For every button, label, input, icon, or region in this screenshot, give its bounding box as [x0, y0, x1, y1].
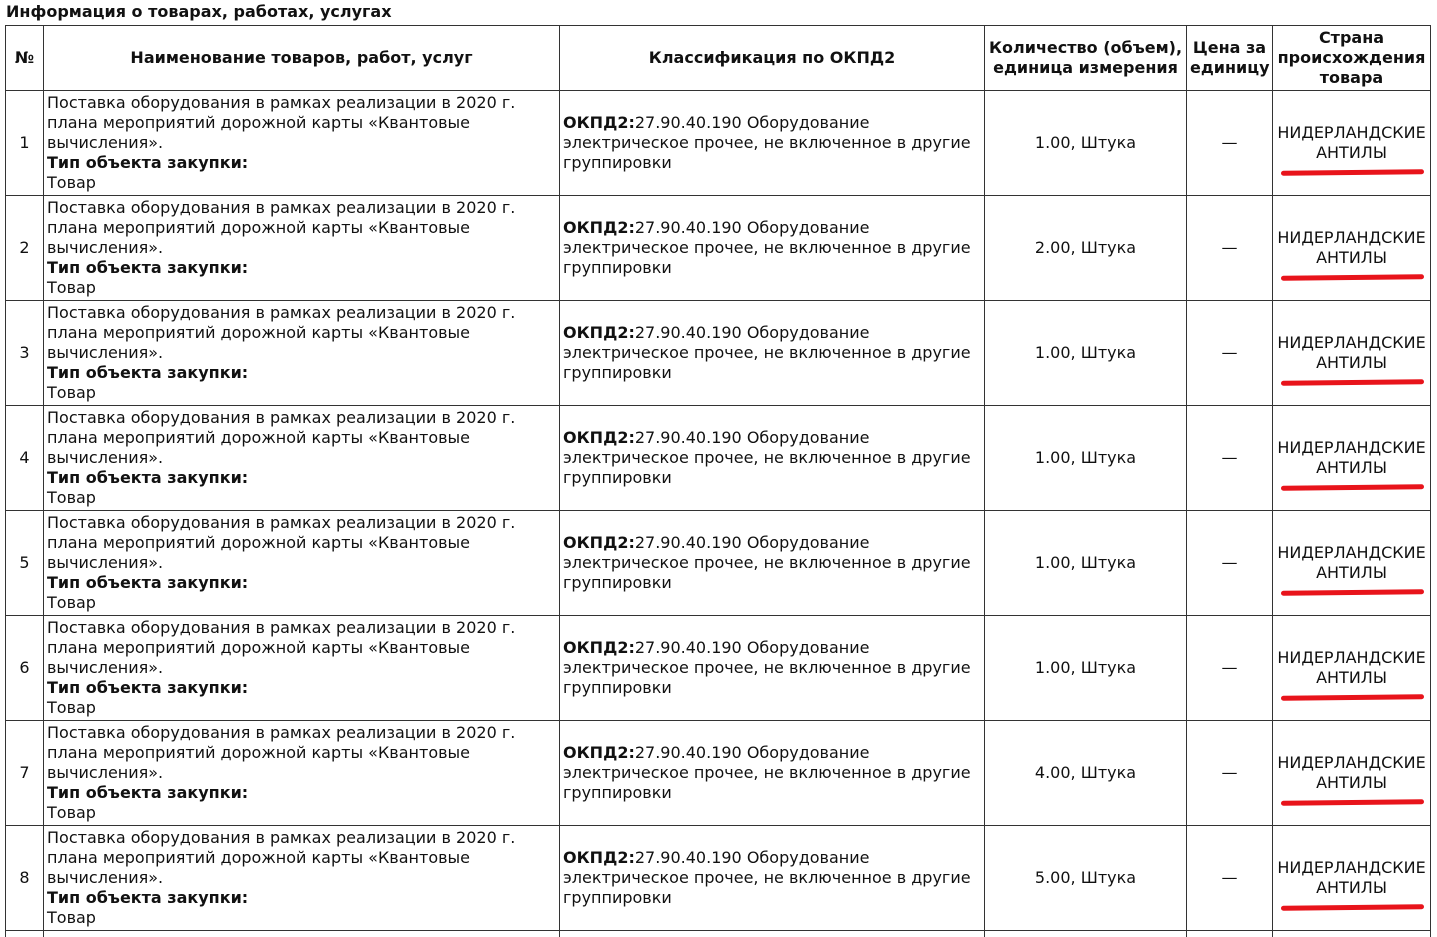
item-name-cell: [44, 406, 560, 511]
country-cell: [1273, 196, 1431, 301]
red-underline-annotation: [1281, 589, 1424, 595]
okpd-prefix: ОКПД2:: [563, 848, 635, 867]
object-type-value: Товар: [47, 278, 96, 297]
red-underline-annotation: [1281, 484, 1424, 490]
table-row: [6, 721, 1431, 826]
object-type-value: Товар: [47, 488, 96, 507]
item-name-cell: [44, 196, 560, 301]
okpd-cell: [560, 511, 985, 616]
okpd-cell: [560, 826, 985, 931]
object-type-label: Тип объекта закупки:: [47, 783, 248, 802]
object-type-value: Товар: [47, 803, 96, 822]
table-row: [6, 826, 1431, 931]
table-header-row: [6, 26, 1431, 91]
item-name: Поставка оборудования в рамках реализации в 2020 г. плана мероприятий дорожной карты «Квантовые вычисления».: [47, 618, 515, 677]
object-type-value: Товар: [47, 593, 96, 612]
country-cell: [1273, 91, 1431, 196]
item-name-cell: [44, 301, 560, 406]
country-of-origin: НИДЕРЛАНДСКИЕ АНТИЛЫ: [1277, 438, 1425, 477]
object-type-value: Товар: [47, 383, 96, 402]
table-row: [6, 91, 1431, 196]
red-underline-annotation: [1281, 694, 1424, 700]
object-type-label: Тип объекта закупки:: [47, 888, 248, 907]
row-number: 3: [6, 301, 44, 406]
okpd-cell: [560, 406, 985, 511]
okpd-text: 27.90.40.190 Оборудование электрическое прочее, не включенное в другие группировки: [563, 638, 971, 697]
item-name: Поставка оборудования в рамках реализации в 2020 г. плана мероприятий дорожной карты «Квантовые вычисления».: [47, 93, 515, 152]
object-type-value: Товар: [47, 698, 96, 717]
okpd-cell: [560, 91, 985, 196]
item-name: Поставка оборудования в рамках реализации в 2020 г. плана мероприятий дорожной карты «Квантовые вычисления».: [47, 198, 515, 257]
item-name-cell: [44, 91, 560, 196]
okpd-prefix: ОКПД2:: [563, 113, 635, 132]
partial-cell: [1187, 931, 1273, 937]
okpd-text: 27.90.40.190 Оборудование электрическое прочее, не включенное в другие группировки: [563, 218, 971, 277]
okpd-prefix: ОКПД2:: [563, 218, 635, 237]
country-cell: [1273, 511, 1431, 616]
okpd-text: 27.90.40.190 Оборудование электрическое прочее, не включенное в другие группировки: [563, 428, 971, 487]
header-name: Наименование товаров, работ, услуг: [44, 26, 560, 91]
object-type-label: Тип объекта закупки:: [47, 153, 248, 172]
row-number: 7: [6, 721, 44, 826]
okpd-text: 27.90.40.190 Оборудование электрическое прочее, не включенное в другие группировки: [563, 113, 971, 172]
row-number: 2: [6, 196, 44, 301]
country-of-origin: НИДЕРЛАНДСКИЕ АНТИЛЫ: [1277, 333, 1425, 372]
unit-price: —: [1187, 406, 1273, 511]
object-type-label: Тип объекта закупки:: [47, 678, 248, 697]
okpd-text: 27.90.40.190 Оборудование электрическое прочее, не включенное в другие группировки: [563, 743, 971, 802]
quantity: 5.00, Штука: [985, 826, 1187, 931]
row-number: 4: [6, 406, 44, 511]
table-row: [6, 301, 1431, 406]
object-type-label: Тип объекта закупки:: [47, 468, 248, 487]
okpd-text: 27.90.40.190 Оборудование электрическое прочее, не включенное в другие группировки: [563, 533, 971, 592]
quantity: 2.00, Штука: [985, 196, 1187, 301]
partial-cell: [6, 931, 44, 937]
object-type-value: Товар: [47, 173, 96, 192]
country-of-origin: НИДЕРЛАНДСКИЕ АНТИЛЫ: [1277, 543, 1425, 582]
item-name: Поставка оборудования в рамках реализации в 2020 г. плана мероприятий дорожной карты «Квантовые вычисления».: [47, 303, 515, 362]
red-underline-annotation: [1281, 379, 1424, 385]
okpd-text: 27.90.40.190 Оборудование электрическое прочее, не включенное в другие группировки: [563, 323, 971, 382]
quantity: 1.00, Штука: [985, 406, 1187, 511]
country-cell: [1273, 406, 1431, 511]
item-name-cell: [44, 511, 560, 616]
okpd-prefix: ОКПД2:: [563, 743, 635, 762]
table-row-partial: [6, 931, 1431, 937]
table-row: [6, 406, 1431, 511]
partial-cell: [1273, 931, 1431, 937]
item-name: Поставка оборудования в рамках реализации в 2020 г. плана мероприятий дорожной карты «Квантовые вычисления».: [47, 723, 515, 782]
country-cell: [1273, 616, 1431, 721]
item-name: Поставка оборудования в рамках реализации в 2020 г. плана мероприятий дорожной карты «Квантовые вычисления».: [47, 513, 515, 572]
red-underline-annotation: [1281, 799, 1424, 805]
partial-cell: [560, 931, 985, 937]
row-number: 8: [6, 826, 44, 931]
okpd-prefix: ОКПД2:: [563, 323, 635, 342]
quantity: 1.00, Штука: [985, 616, 1187, 721]
red-underline-annotation: [1281, 274, 1424, 280]
item-name-cell: [44, 826, 560, 931]
partial-cell: [44, 931, 560, 937]
partial-cell: [985, 931, 1187, 937]
item-name-cell: [44, 616, 560, 721]
table-row: [6, 196, 1431, 301]
red-underline-annotation: [1281, 169, 1424, 175]
object-type-value: Товар: [47, 908, 96, 927]
unit-price: —: [1187, 826, 1273, 931]
okpd-cell: [560, 301, 985, 406]
country-of-origin: НИДЕРЛАНДСКИЕ АНТИЛЫ: [1277, 648, 1425, 687]
object-type-label: Тип объекта закупки:: [47, 573, 248, 592]
quantity: 1.00, Штука: [985, 511, 1187, 616]
unit-price: —: [1187, 616, 1273, 721]
okpd-prefix: ОКПД2:: [563, 428, 635, 447]
unit-price: —: [1187, 196, 1273, 301]
unit-price: —: [1187, 511, 1273, 616]
okpd-text: 27.90.40.190 Оборудование электрическое прочее, не включенное в другие группировки: [563, 848, 971, 907]
quantity: 1.00, Штука: [985, 301, 1187, 406]
unit-price: —: [1187, 91, 1273, 196]
country-of-origin: НИДЕРЛАНДСКИЕ АНТИЛЫ: [1277, 753, 1425, 792]
item-name: Поставка оборудования в рамках реализации в 2020 г. плана мероприятий дорожной карты «Квантовые вычисления».: [47, 408, 515, 467]
red-underline-annotation: [1281, 904, 1424, 910]
country-cell: [1273, 721, 1431, 826]
unit-price: —: [1187, 721, 1273, 826]
row-number: 6: [6, 616, 44, 721]
quantity: 1.00, Штука: [985, 91, 1187, 196]
country-of-origin: НИДЕРЛАНДСКИЕ АНТИЛЫ: [1277, 858, 1425, 897]
country-of-origin: НИДЕРЛАНДСКИЕ АНТИЛЫ: [1277, 228, 1425, 267]
okpd-cell: [560, 616, 985, 721]
country-cell: [1273, 826, 1431, 931]
table-row: [6, 616, 1431, 721]
quantity: 4.00, Штука: [985, 721, 1187, 826]
okpd-prefix: ОКПД2:: [563, 638, 635, 657]
table-row: [6, 511, 1431, 616]
item-name-cell: [44, 721, 560, 826]
country-of-origin: НИДЕРЛАНДСКИЕ АНТИЛЫ: [1277, 123, 1425, 162]
okpd-prefix: ОКПД2:: [563, 533, 635, 552]
goods-table: [5, 25, 1431, 937]
header-price: Цена за единицу: [1187, 26, 1273, 91]
country-cell: [1273, 301, 1431, 406]
item-name: Поставка оборудования в рамках реализации в 2020 г. плана мероприятий дорожной карты «Квантовые вычисления».: [47, 828, 515, 887]
object-type-label: Тип объекта закупки:: [47, 258, 248, 277]
header-num: №: [6, 26, 44, 91]
okpd-cell: [560, 721, 985, 826]
header-qty: Количество (объем), единица измерения: [985, 26, 1187, 91]
row-number: 5: [6, 511, 44, 616]
okpd-cell: [560, 196, 985, 301]
header-country: Страна происхождения товара: [1273, 26, 1431, 91]
object-type-label: Тип объекта закупки:: [47, 363, 248, 382]
row-number: 1: [6, 91, 44, 196]
section-title: Информация о товарах, работах, услугах: [6, 2, 392, 21]
unit-price: —: [1187, 301, 1273, 406]
header-okpd: Классификация по ОКПД2: [560, 26, 985, 91]
